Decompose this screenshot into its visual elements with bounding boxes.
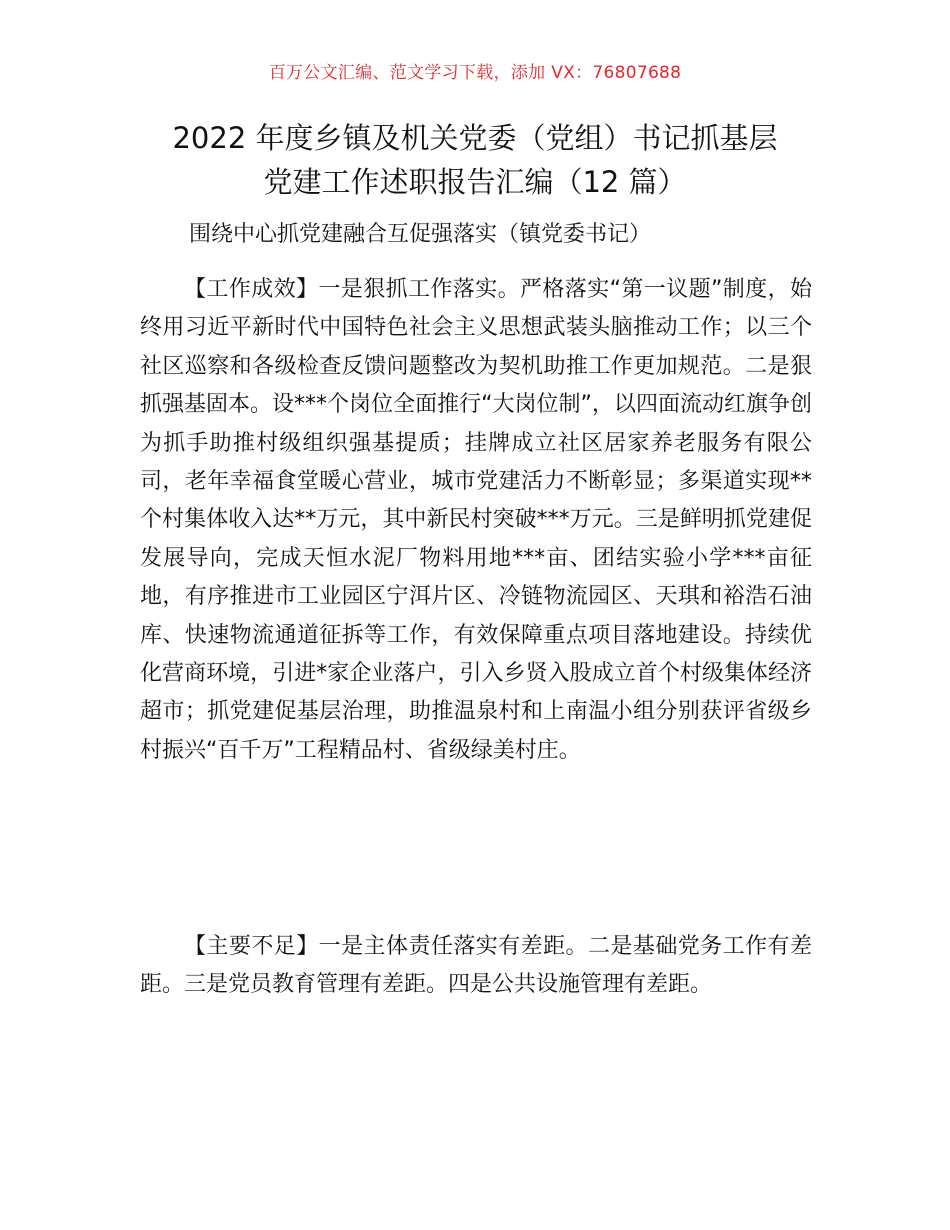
paragraph-shortcomings-block <box>140 928 812 1005</box>
document-title <box>100 116 850 204</box>
header-banner: 百万公文汇编、范文学习下载，添加 VX：76807688 <box>268 63 682 83</box>
paragraph-achievements: 【工作成效】一是狠抓工作落实。严格落实“第一议题”制度，始终用习近平新时代中国特色社会主义思想武装头脑推动工作；以三个社区巡察和各级检查反馈问题整改为契机助推工作更加规范。二是狠抓强基固本。设***个岗位全面推行“大岗位制”，以四面流动红旗争创为抓手助推村级组织强基提质；挂牌成立社区居家养老服务有限公司，老年幸福食堂暖心营业，城市党建活力不断彰显；多渠道实现**个村集体收入达**万元，其中新民村突破***万元。三是鲜明抓党建促发展导向，完成天恒水泥厂物料用地***亩、团结实验小学***亩征地，有序推进市工业园区宁洱片区、冷链物流园区、天琪和裕浩石油库、快速物流通道征拆等工作，有效保障重点项目落地建设。持续优化营商环境，引进*家企业落户，引入乡贤入股成立首个村级集体经济超市；抓党建促基层治理，助推温泉村和上南温小组分别获评省级乡村振兴“百千万”工程精品村、省级绿美村庄。 <box>140 277 812 763</box>
paragraph-achievements-block <box>140 271 812 770</box>
title-line-1: 2022 年度乡镇及机关党委（党组）书记抓基层 <box>172 121 778 155</box>
section-subtitle: 围绕中心抓党建融合互促强落实（镇党委书记） <box>189 222 652 247</box>
title-line-2: 党建工作述职报告汇编（12 篇） <box>263 165 687 199</box>
paragraph-shortcomings: 【主要不足】一是主体责任落实有差距。二是基础党务工作有差距。三是党员教育管理有差距。四是公共设施管理有差距。 <box>140 934 812 998</box>
